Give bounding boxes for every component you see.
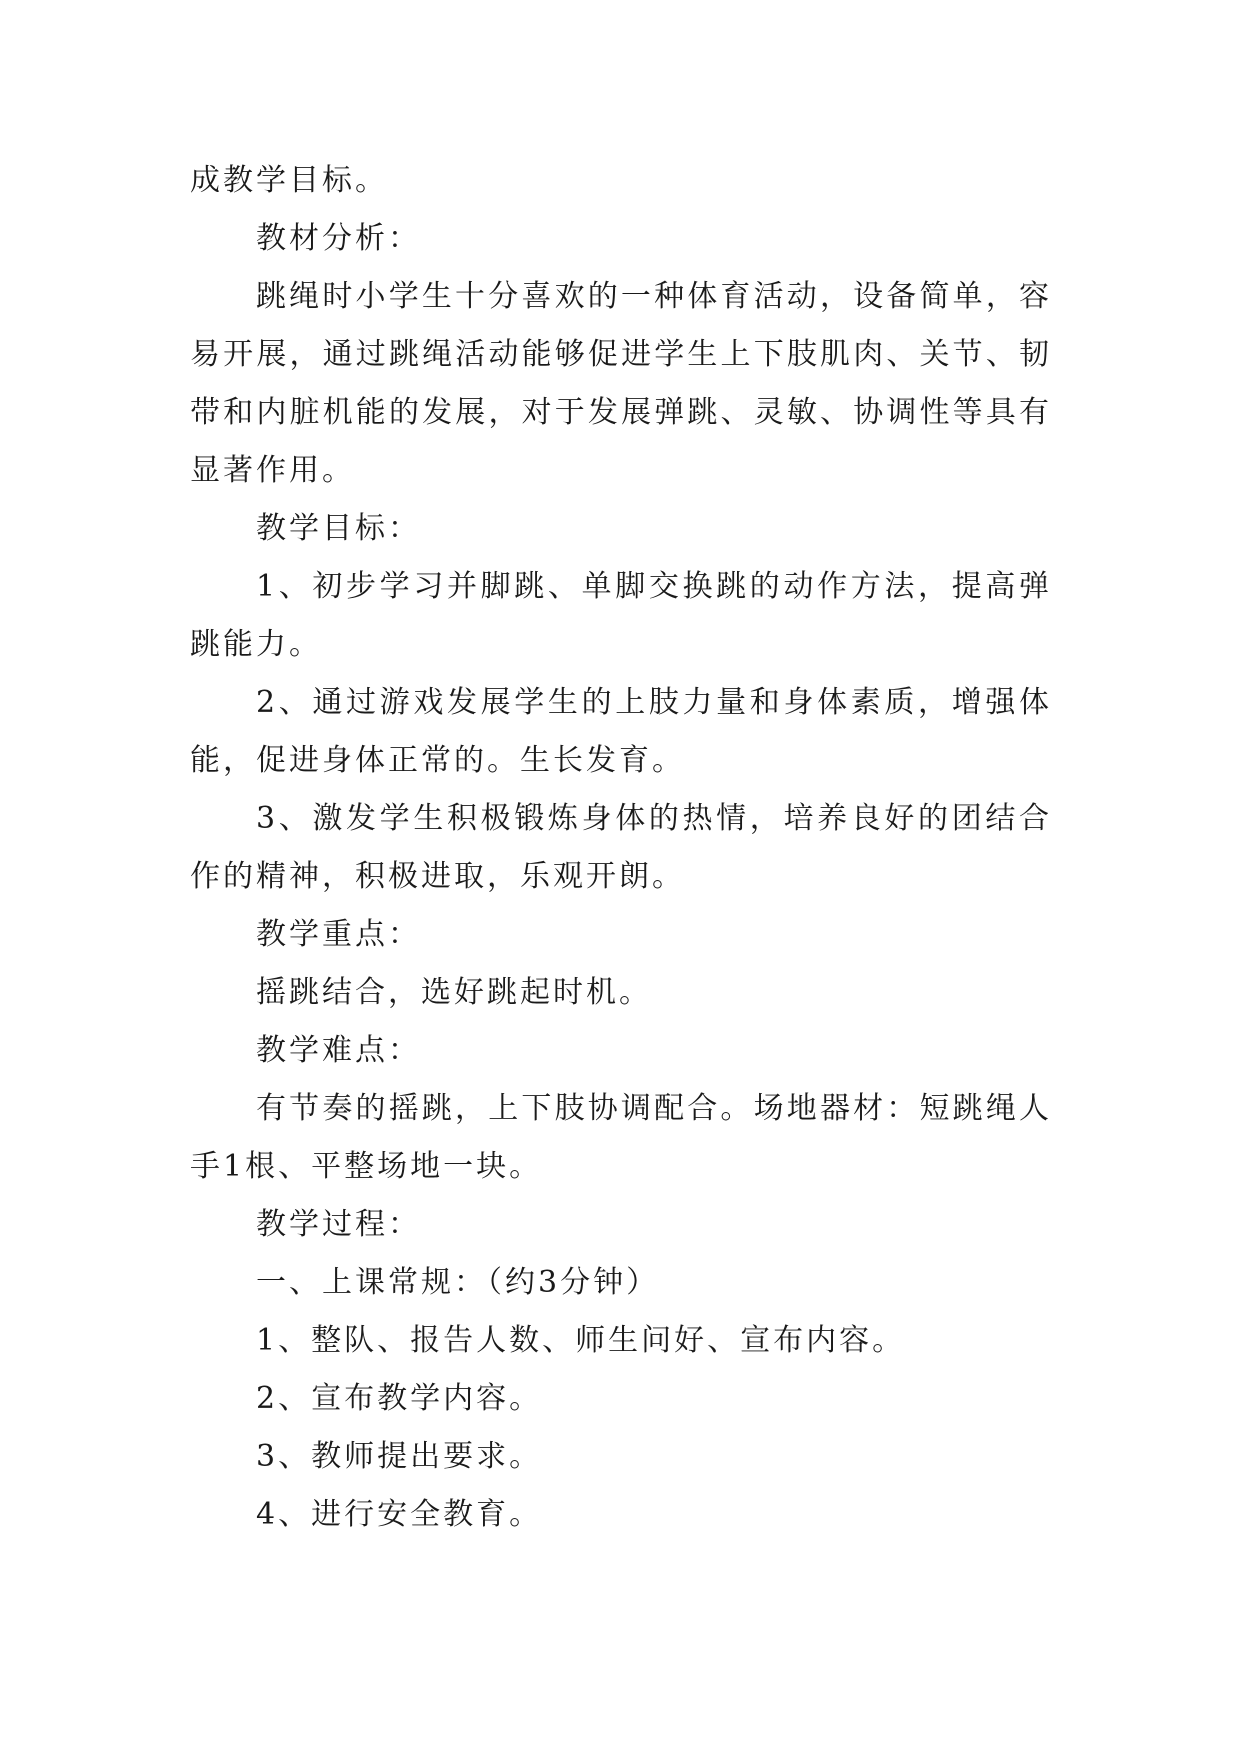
paragraph-continuation: 成教学目标。 — [190, 163, 388, 198]
process-section-1: 一、上课常规：（约3分钟） — [256, 1265, 660, 1300]
process-step-2: 2、宣布教学内容。 — [256, 1381, 543, 1416]
document-body — [190, 152, 1052, 1544]
heading-teaching-process: 教学过程： — [256, 1207, 421, 1242]
heading-difficulties: 教学难点： — [256, 1033, 421, 1068]
goal-item-3: 3、激发学生积极锻炼身体的热情，培养良好的团结合作的精神，积极进取，乐观开朗。 — [190, 801, 1052, 894]
heading-material-analysis: 教材分析： — [256, 221, 421, 256]
goal-item-2: 2、通过游戏发展学生的上肢力量和身体素质，增强体能，促进身体正常的。生长发育。 — [190, 685, 1052, 778]
goal-item-1: 1、初步学习并脚跳、单脚交换跳的动作方法，提高弹跳能力。 — [190, 569, 1052, 662]
process-step-1: 1、整队、报告人数、师生问好、宣布内容。 — [256, 1323, 906, 1358]
paragraph-key-points: 摇跳结合，选好跳起时机。 — [256, 975, 652, 1010]
paragraph-difficulties: 有节奏的摇跳，上下肢协调配合。场地器材：短跳绳人手1根、平整场地一块。 — [190, 1091, 1052, 1184]
heading-teaching-goals: 教学目标： — [256, 511, 421, 546]
process-step-4: 4、进行安全教育。 — [256, 1497, 543, 1532]
heading-key-points: 教学重点： — [256, 917, 421, 952]
process-step-3: 3、教师提出要求。 — [256, 1439, 543, 1474]
paragraph-material-analysis: 跳绳时小学生十分喜欢的一种体育活动，设备简单，容易开展，通过跳绳活动能够促进学生上下肢肌肉、关节、韧带和内脏机能的发展，对于发展弹跳、灵敏、协调性等具有显著作用。 — [190, 279, 1052, 488]
